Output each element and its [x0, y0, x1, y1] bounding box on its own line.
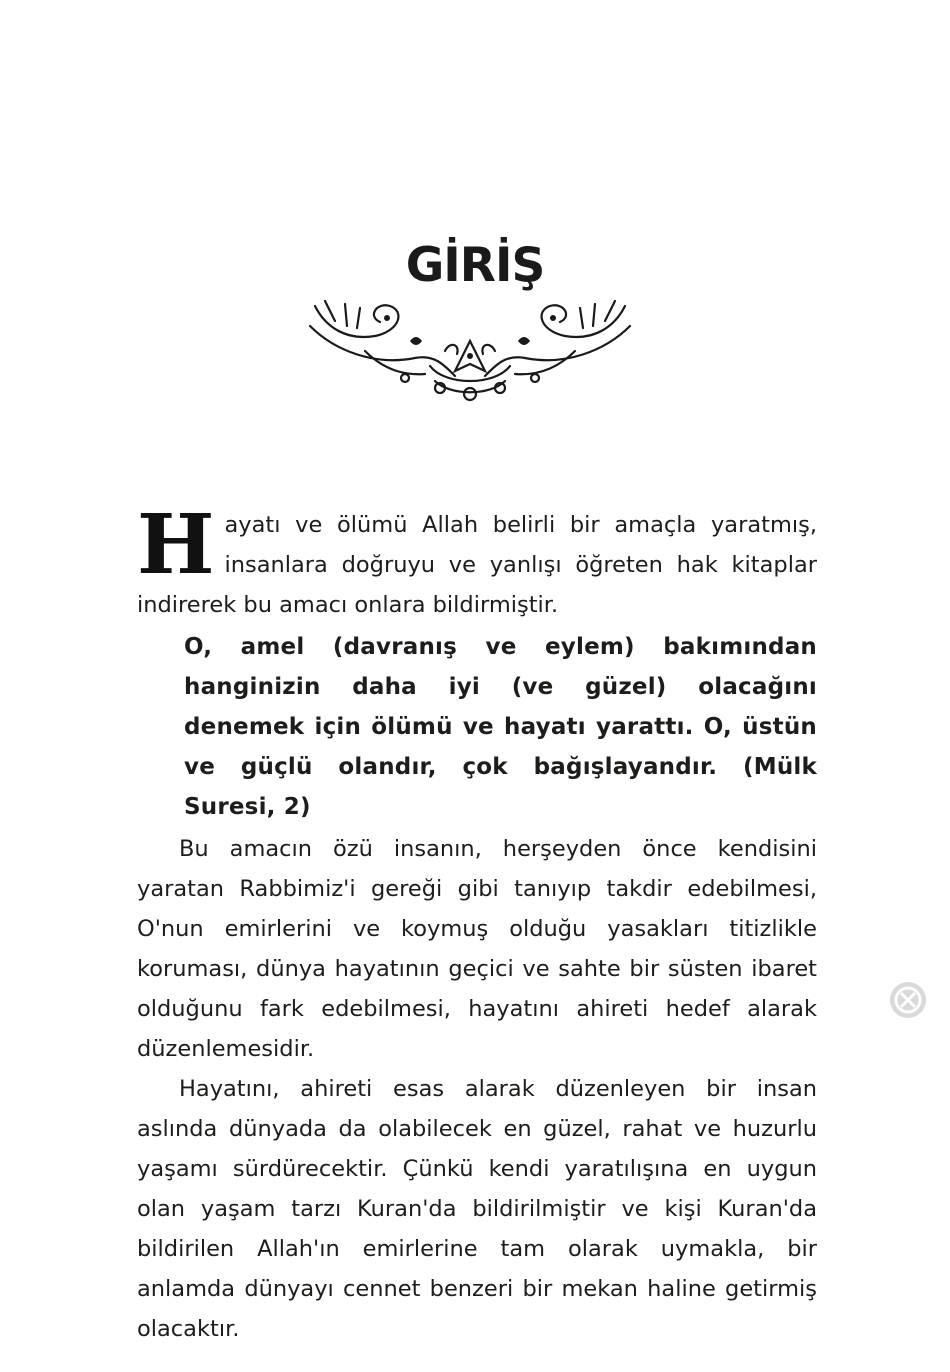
intro-paragraph — [137, 497, 817, 625]
body-text — [137, 497, 817, 1349]
close-circle-icon[interactable] — [888, 980, 928, 1020]
page-title: GİRİŞ — [405, 238, 545, 293]
drop-cap: H — [137, 497, 215, 593]
verse-quote: O, amel (davranış ve eylem) bakımından hanginizin daha iyi (ve güzel) olacağını denemek için ölümü ve hayatı yarattı. O, üstün ve güçlü olandır, çok bağışlayandır. (Mülk Suresi, 2) — [184, 634, 817, 820]
paragraph: Hayatını, ahireti esas alarak düzenleyen bir insan aslında dünyada da olabilecek en güzel, rahat ve huzurlu yaşamı sürdürecektir. Çünkü kendi yaratılışına en uygun olan yaşam tarzı Kuran'da bildirilmiştir ve kişi Kuran'da bildirilen Allah'ın emirlerine tam olarak uymakla, bir anlamda dünyayı cennet benzeri bir mekan haline getirmiş olacaktır. — [137, 1076, 817, 1342]
intro-text: ayatı ve ölümü Allah belirli bir amaçla yaratmış, insanlara doğruyu ve yanlışı öğreten hak kitaplar indirerek bu amacı onlara bildirmiştir. — [137, 512, 817, 618]
floral-ornament-icon — [305, 296, 635, 406]
paragraph: Bu amacın özü insanın, herşeyden önce kendisini yaratan Rabbimiz'i gereği gibi tanıyıp takdir edebilmesi, O'nun emirlerini ve koymuş olduğu yasakları titizlikle koruması, dünya hayatının geçici ve sahte bir süsten ibaret olduğunu fark edebilmesi, hayatını ahireti hedef alarak düzenlemesidir. — [137, 836, 817, 1062]
